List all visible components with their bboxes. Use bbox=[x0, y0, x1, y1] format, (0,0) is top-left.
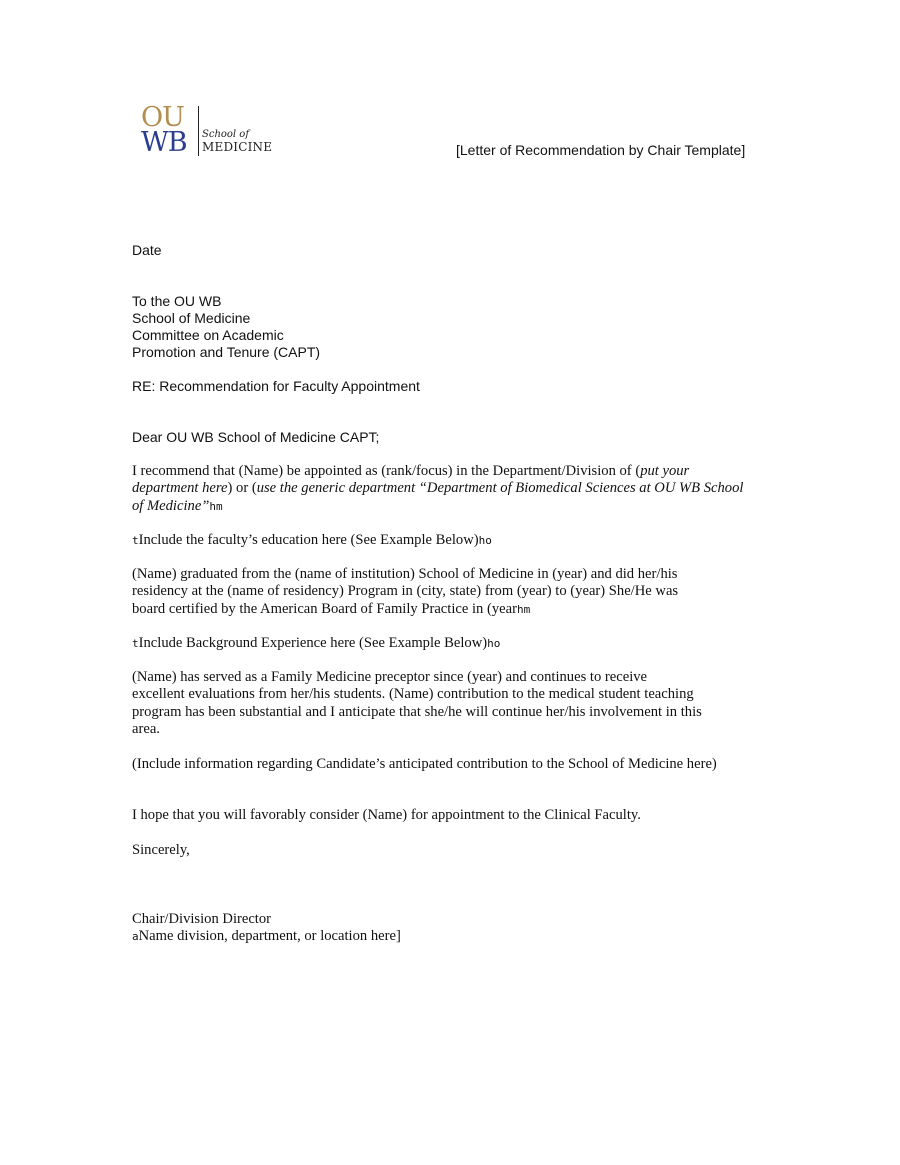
paragraph-line: excellent evaluations from her/his students. (Name) contribution to the medical student teaching bbox=[132, 686, 694, 703]
education-placeholder: tInclude the faculty’s education here (See Example Below)ho bbox=[132, 532, 492, 548]
address-line: To the OU WB bbox=[132, 293, 222, 309]
paragraph-line: (Name) graduated from the (name of institution) School of Medicine in (year) and did her/his bbox=[132, 566, 678, 582]
salutation: Dear OU WB School of Medicine CAPT; bbox=[132, 429, 380, 445]
date-field: Date bbox=[132, 242, 162, 258]
contribution-placeholder: (Include information regarding Candidate’s anticipated contribution to the School of Medicine here) bbox=[132, 756, 717, 772]
education-paragraph bbox=[132, 566, 772, 618]
logo-name: MEDICINE bbox=[202, 140, 273, 154]
recipient-address bbox=[132, 293, 320, 361]
logo-subtitle: School of bbox=[202, 129, 250, 140]
paragraph-line: I recommend that (Name) be appointed as (rank/focus) in the Department/Division of (put your bbox=[132, 463, 690, 479]
paragraph-line: program has been substantial and I anticipate that she/he will continue her/his involvement in this bbox=[132, 703, 702, 720]
paragraph-line: of Medicine”hm bbox=[132, 497, 223, 514]
re-line: RE: Recommendation for Faculty Appointment bbox=[132, 378, 420, 394]
ouwb-logo bbox=[141, 104, 281, 158]
address-line: Promotion and Tenure (CAPT) bbox=[132, 344, 321, 360]
logo-divider bbox=[198, 106, 199, 156]
paragraph-line: residency at the (name of residency) Program in (city, state) from (year) to (year) She/He was bbox=[132, 583, 679, 600]
signature-title: Chair/Division Director bbox=[132, 911, 272, 927]
address-line: School of Medicine bbox=[132, 310, 251, 326]
paragraph-line: board certified by the American Board of Family Practice in (yearhm bbox=[132, 600, 531, 617]
appointment-paragraph bbox=[132, 463, 772, 515]
background-placeholder: tInclude Background Experience here (See Example Below)ho bbox=[132, 635, 501, 651]
experience-paragraph bbox=[132, 669, 772, 738]
template-label: [Letter of Recommendation by Chair Template] bbox=[456, 142, 746, 158]
logo-ou-text: OU bbox=[141, 102, 184, 133]
closing-paragraph: I hope that you will favorably consider (Name) for appointment to the Clinical Faculty. bbox=[132, 807, 641, 823]
signature-block bbox=[132, 911, 772, 946]
logo-wb-text: WB bbox=[141, 127, 187, 158]
address-line: Committee on Academic bbox=[132, 327, 284, 343]
paragraph-line: area. bbox=[132, 720, 160, 737]
paragraph-line: (Name) has served as a Family Medicine preceptor since (year) and continues to receive bbox=[132, 669, 648, 685]
valediction: Sincerely, bbox=[132, 842, 190, 858]
signature-name: aName division, department, or location here] bbox=[132, 928, 401, 945]
paragraph-line: department here) or (use the generic department “Department of Biomedical Sciences at OU WB School bbox=[132, 480, 744, 497]
